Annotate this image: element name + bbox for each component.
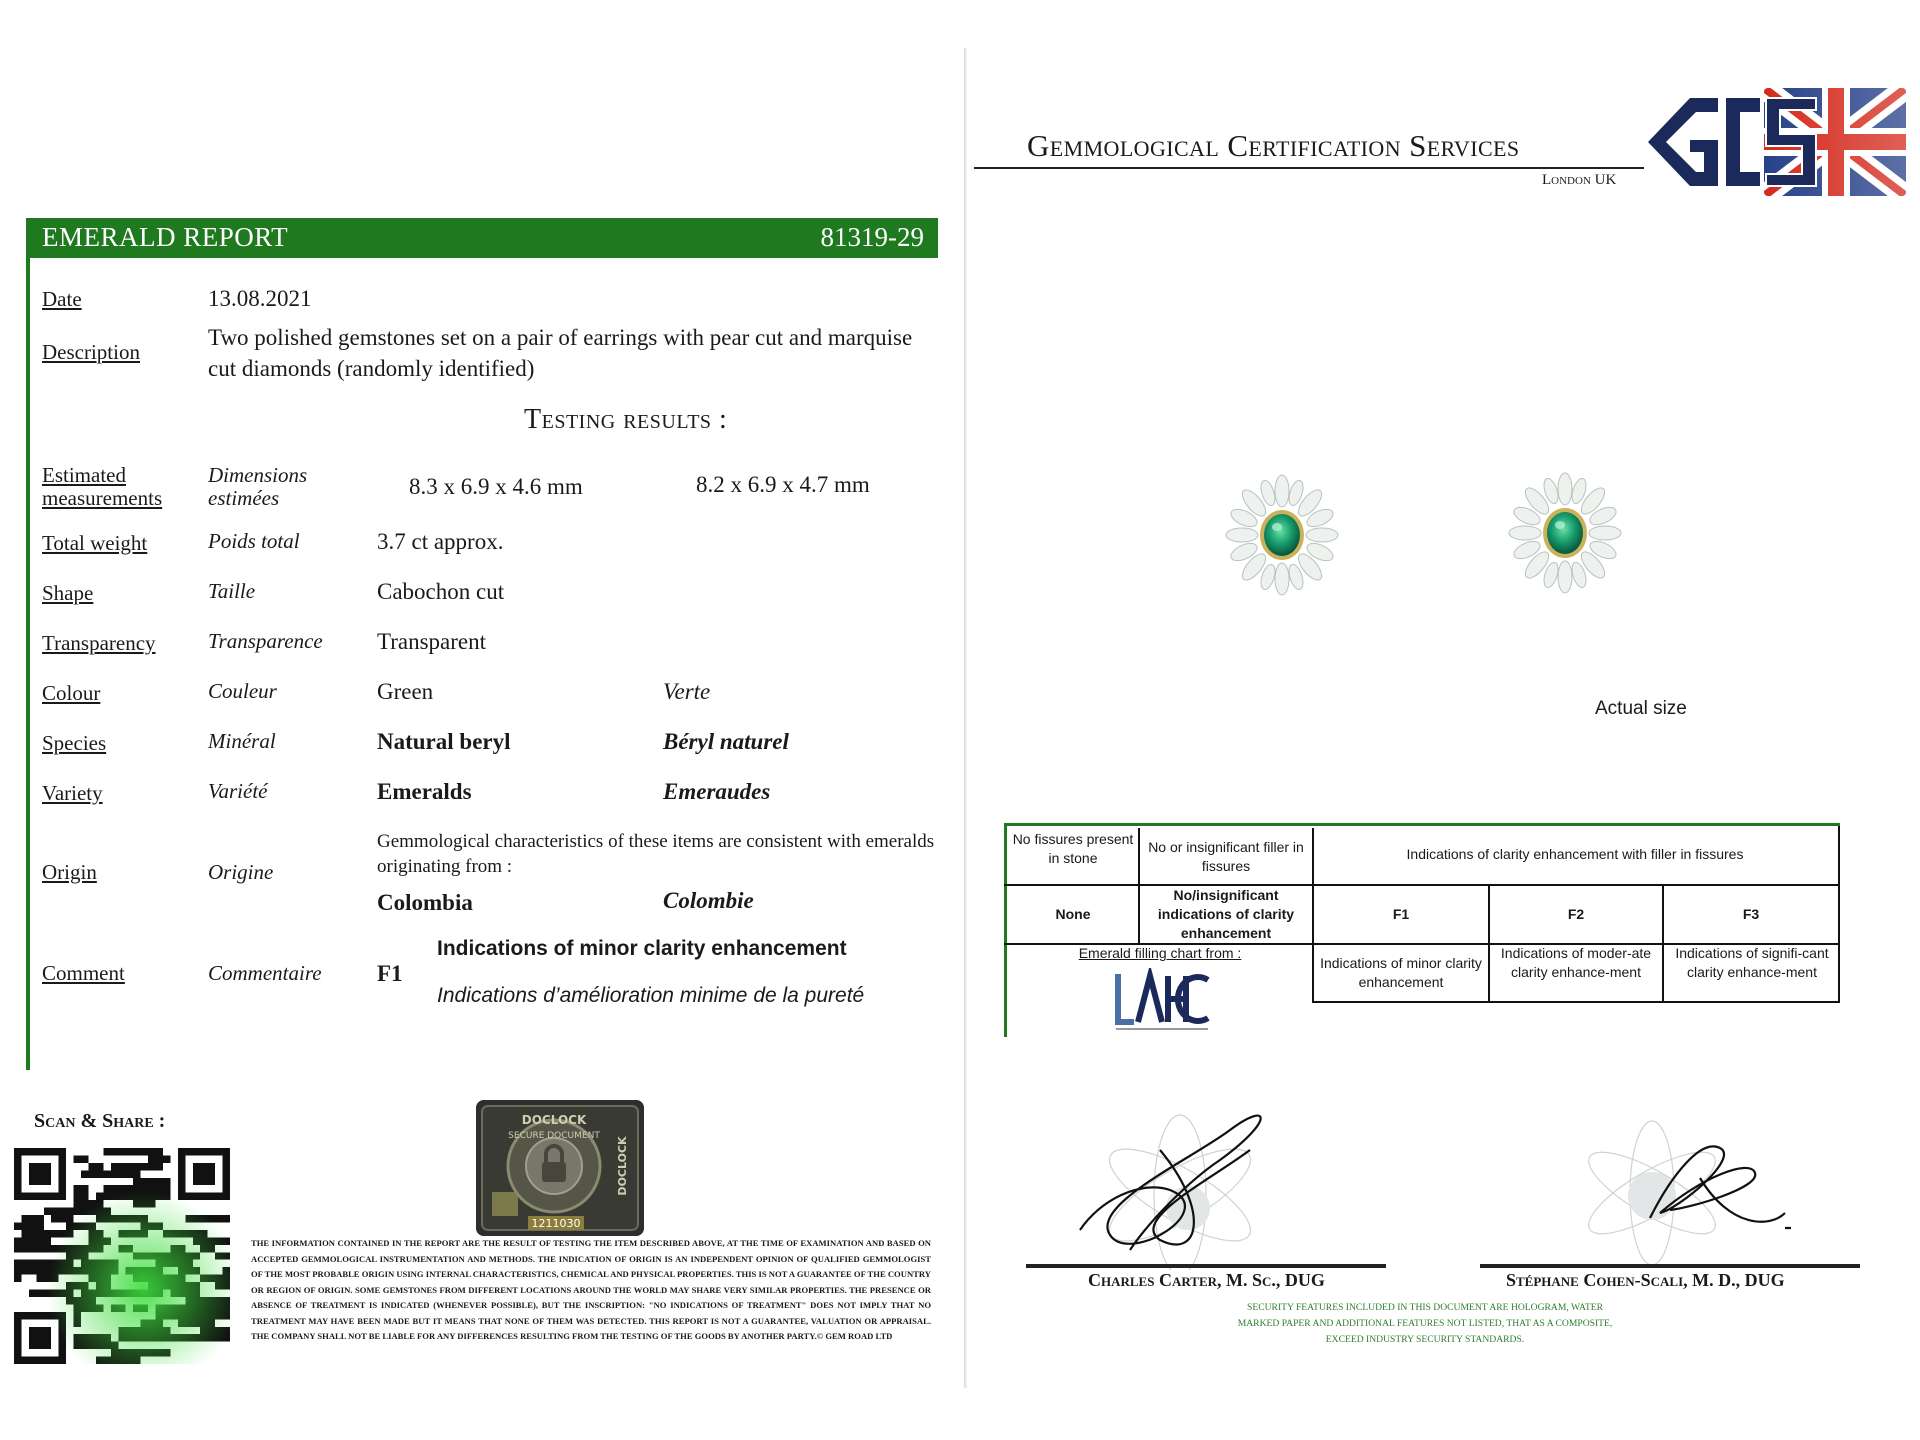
colour-value: Green [377, 679, 434, 704]
transparency-value: Transparent [377, 629, 487, 654]
seal-side-brand: DOCLOCK [616, 1136, 629, 1196]
row-label-transparency: Transparency [42, 631, 156, 655]
scan-share-label: Scan & Share : [34, 1110, 166, 1132]
comment-line-en: Indications of minor clarity enhancement [437, 937, 847, 960]
chart-desc-f1: Indications of minor clarity enhancement [1320, 955, 1482, 990]
row-label-fr-colour: Couleur [208, 679, 277, 703]
chart-f3: F3 [1742, 906, 1760, 922]
chart-header-filler: Indications of clarity enhancement with filler in fissures [1406, 846, 1744, 862]
shape-value: Cabochon cut [377, 579, 505, 604]
report-header-bar [26, 218, 938, 258]
signature-right [1580, 1118, 1800, 1268]
row-label-fr-variety: Variété [208, 779, 268, 803]
row-label-fr-transparency: Transparence [208, 629, 323, 653]
row-label-species: Species [42, 731, 107, 755]
chart-cell-insignificant: No/insignificant indications of clarity enhancement [1157, 887, 1295, 941]
report-number: 81319-29 [820, 222, 924, 252]
lab-title-rule [974, 167, 1644, 169]
lab-subtitle: London UK [1542, 172, 1617, 188]
chart-desc-f3: Indications of signifi-cant clarity enhance-ment [1675, 945, 1829, 980]
row-label-fr-weight: Poids total [208, 529, 300, 553]
disclaimer-text: THE INFORMATION CONTAINED IN THE REPORT ARE THE RESULT OF TESTING THE ITEM DESCRIBED ABOVE, AT THE TIME OF EXAMINATION AND BASED ON ACCEPTED GEMMOLOGICAL INSTRUMENTATION AND METHODS. THE INDICATION OF ORIGIN IS AN INDEPENDENT OPINION OF QUALIFIED GEMMOLOGIST OF THE MOST PROBABLE ORIGIN USING INTERNAL CHARACTERISTICS, CHEMICAL AND PHYSICAL PROPERTIES. THIS IS NOT A GUARANTEE OF THE COUNTRY OR REGION OF ORIGIN. SOME GEMSTONES FROM DIFFERENT LOCATIONS AROUND THE WORLD MAY SHARE VERY SIMILAR PROPERTIES. THE PRESENCE OR ABSENCE OF TREATMENT IS INDICATED (WHENEVER POSSIBLE), BUT THE INSCRIPTION: "NO INDICATIONS OF TREATMENT" DOES NOT IMPLY THAT NO TREATMENT MAY HAVE BEEN MADE BUT IT MEANS THAT NONE OF THEM WAS DETECTED. THIS REPORT IS NOT A GUARANTEE, VALUATION OR APPRAISAL. THE COMPANY SHALL NOT BE LIABLE FOR ANY DIFFERENCES RESULTING FROM THE TESTING OF THE GOODS BY ANOTHER PARTY.© GEM ROAD LTD [251, 1238, 931, 1341]
chart-header-insignificant: No or insignificant filler in fissures [1148, 839, 1304, 874]
measurement-value-2: 8.2 x 6.9 x 4.7 mm [696, 472, 870, 497]
comment-line-fr: Indications d’amélioration minime de la pureté [437, 984, 865, 1007]
chart-source-label: Emerald filling chart from : [1078, 945, 1242, 961]
lab-title: Gemmological Certification Services [1027, 128, 1520, 163]
chart-divider [1004, 884, 1840, 886]
chart-divider [1138, 828, 1140, 944]
origin-value: Colombia [377, 890, 473, 915]
measurement-value-1: 8.3 x 6.9 x 4.6 mm [409, 474, 583, 499]
earrings-photo [1200, 450, 1680, 650]
page-fold [964, 48, 967, 1388]
row-label-weight: Total weight [42, 531, 148, 555]
chart-f1: F1 [1392, 906, 1410, 922]
species-value-fr: Béryl naturel [663, 729, 789, 754]
photo-caption: Actual size [1595, 698, 1687, 719]
chart-f2: F2 [1567, 906, 1585, 922]
doclock-seal [476, 1100, 644, 1236]
variety-value: Emeralds [377, 779, 472, 804]
chart-cell-none: None [1055, 906, 1091, 922]
chart-header-none: No fissures present in stone [1012, 831, 1134, 866]
row-label-variety: Variety [42, 781, 103, 805]
report-side-rule [26, 258, 30, 1070]
chart-left-rule [1004, 823, 1007, 1037]
row-label-fr-origin: Origine [208, 860, 274, 884]
testing-results-heading: Testing results : [524, 404, 728, 435]
gcs-logo [1646, 88, 1906, 196]
origin-value-fr: Colombie [663, 888, 754, 913]
description-label: Description [42, 340, 140, 364]
report-title: EMERALD REPORT [42, 222, 289, 252]
species-value: Natural beryl [377, 729, 511, 754]
signature-left [1070, 1090, 1280, 1270]
row-label-origin: Origin [42, 860, 97, 884]
colour-value-fr: Verte [663, 679, 711, 704]
chart-top-rule [1004, 823, 1840, 826]
chart-divider [1838, 826, 1840, 1003]
row-label-comment: Comment [42, 961, 125, 985]
weight-value: 3.7 ct approx. [377, 529, 504, 554]
row-label-measurements: Estimated measurements [42, 463, 163, 510]
signature-line-left [1026, 1264, 1386, 1268]
qr-code[interactable] [14, 1148, 230, 1364]
signatory-right: Stéphane Cohen-Scali, M. D., DUG [1506, 1270, 1785, 1290]
row-label-fr-shape: Taille [208, 579, 256, 603]
origin-note: Gemmological characteristics of these items are consistent with emeralds originating from : [377, 831, 935, 877]
signatory-left: Charles Carter, M. Sc., DUG [1088, 1270, 1325, 1290]
seal-secure-text: SECURE DOCUMENT [508, 1131, 600, 1141]
description-value: Two polished gemstones set on a pair of earrings with pear cut and marquise cut diamonds (randomly identified) [208, 325, 913, 381]
row-label-fr-measurements: Dimensions estimées [208, 463, 308, 510]
row-label-fr-comment: Commentaire [208, 961, 322, 985]
row-label-fr-species: Minéral [208, 729, 276, 753]
signature-line-right [1480, 1264, 1860, 1268]
date-value: 13.08.2021 [208, 286, 312, 311]
comment-grade: F1 [377, 961, 403, 986]
variety-value-fr: Emeraudes [663, 779, 771, 804]
lmhc-logo [1112, 968, 1212, 1034]
date-label: Date [42, 287, 82, 311]
security-note: SECURITY FEATURES INCLUDED IN THIS DOCUMENT ARE HOLOGRAM, WATER MARKED PAPER AND ADDITIONAL FEATURES NOT LISTED, THAT AS A COMPOSITE, EXCEED INDUSTRY SECURITY STANDARDS. [1237, 1302, 1613, 1345]
row-label-shape: Shape [42, 581, 94, 605]
seal-serial: 1211030 [531, 1217, 581, 1230]
row-label-colour: Colour [42, 681, 101, 705]
chart-divider [1312, 1001, 1840, 1003]
seal-brand-text: DOCLOCK [521, 1113, 587, 1127]
chart-desc-f2: Indications of moder-ate clarity enhance-ment [1500, 945, 1652, 980]
